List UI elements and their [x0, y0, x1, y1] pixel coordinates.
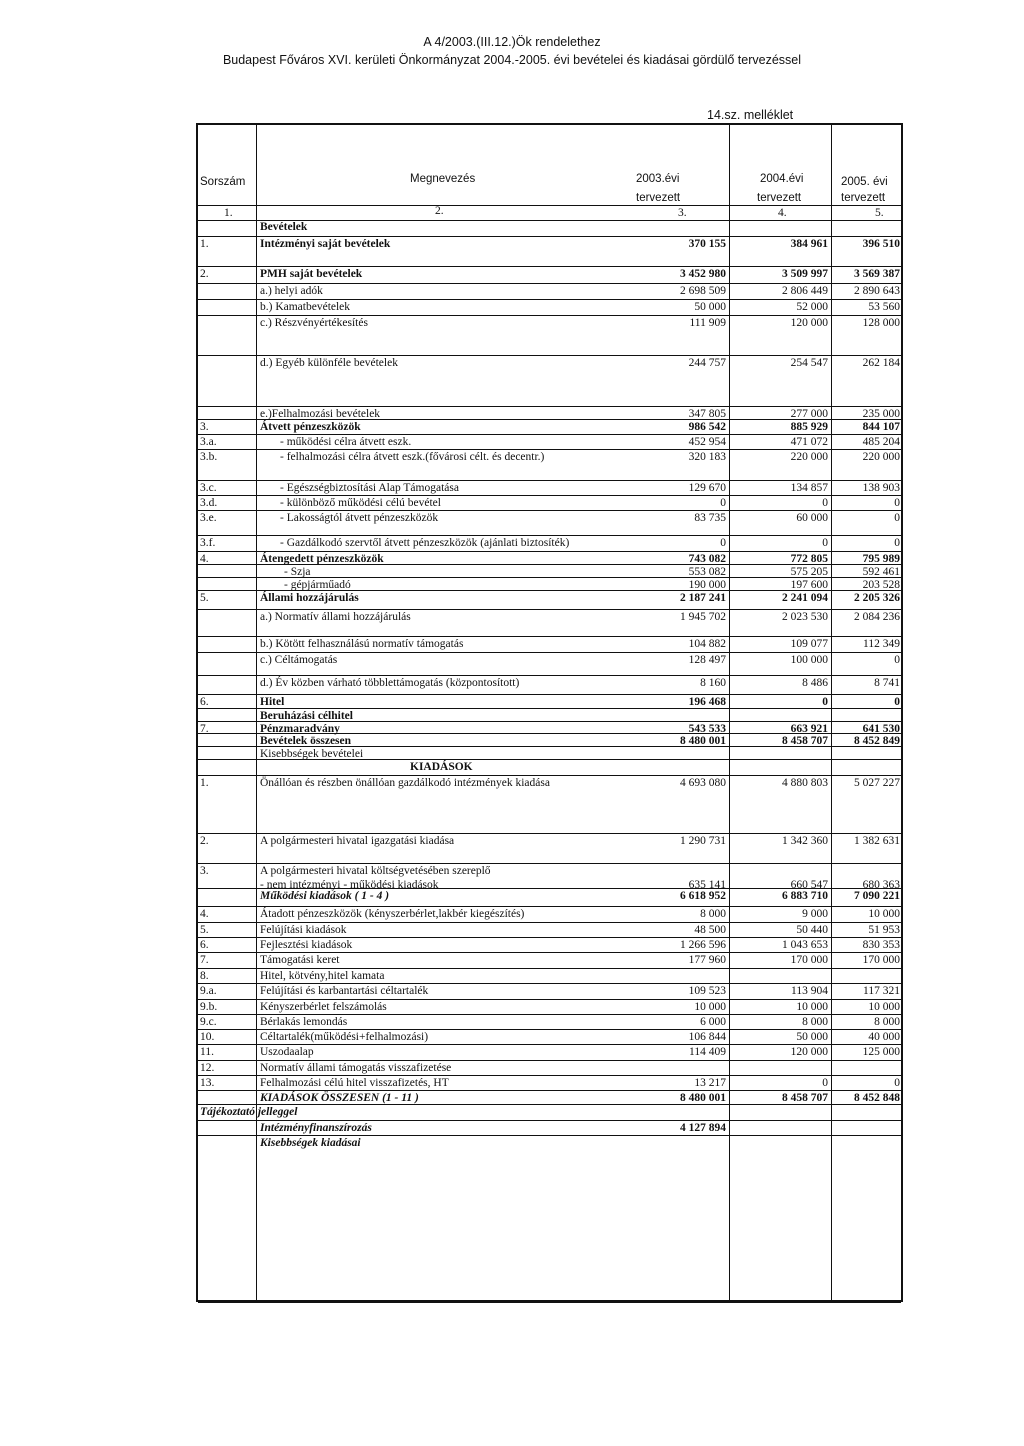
row-divider [198, 1029, 901, 1030]
value-2003: 4 127 894 [680, 1122, 726, 1134]
row-label: Felhalmozási célú hitel visszafizetés, HT [260, 1077, 449, 1089]
row-divider [198, 1014, 901, 1015]
value-2004: 660 547 [790, 879, 828, 891]
value-2005: 592 461 [862, 566, 900, 578]
value-2004: 60 000 [796, 512, 828, 524]
value-2003: 2 698 509 [680, 285, 726, 297]
value-2004: 6 883 710 [782, 890, 828, 902]
value-2004: 120 000 [790, 317, 828, 329]
header-sorszam: Sorszám [200, 176, 246, 188]
annex-label: 14.sz. melléklet [707, 108, 794, 122]
value-2005: 485 204 [862, 436, 900, 448]
value-2004: 254 547 [790, 357, 828, 369]
row-divider [198, 999, 901, 1000]
row-number: 13. [200, 1077, 215, 1089]
row-label: Bevételek összesen [260, 735, 352, 747]
value-2004: 0 [822, 497, 828, 509]
row-label: KIADÁSOK [410, 761, 473, 773]
row-divider [198, 675, 901, 676]
header-2003-tervezett: tervezett [636, 192, 681, 204]
row-label: Felújítási kiadások [260, 924, 347, 936]
row-divider [198, 1135, 901, 1136]
value-2003: 6 000 [700, 1016, 726, 1028]
row-label: b.) Kötött felhasználású normatív támogatás [260, 638, 464, 650]
row-divider [198, 952, 901, 953]
value-2004: 885 929 [790, 421, 828, 433]
row-label: Átvett pénzeszközök [260, 421, 361, 433]
row-divider [198, 1302, 901, 1303]
row-label-continued: - nem intézményi - működési kiadások [260, 879, 439, 891]
value-2004: 2 806 449 [782, 285, 828, 297]
value-2005: 680 363 [862, 879, 900, 891]
column-divider [831, 125, 832, 1300]
value-2003: 8 000 [700, 908, 726, 920]
row-number: 4. [200, 553, 209, 565]
row-divider [198, 495, 901, 496]
value-2003: 190 000 [688, 579, 726, 591]
row-divider [198, 922, 901, 923]
row-label: Intézményi saját bevételek [260, 238, 391, 250]
row-divider [198, 299, 901, 300]
row-label: Állami hozzájárulás [260, 592, 359, 604]
row-divider [198, 1090, 901, 1091]
row-divider [198, 694, 901, 695]
value-2003: 8 480 001 [680, 1092, 726, 1104]
value-2003: 635 141 [688, 879, 726, 891]
value-2004: 9 000 [802, 908, 828, 920]
row-divider [198, 609, 901, 610]
value-2005: 844 107 [862, 421, 900, 433]
row-label: Céltartalék(működési+felhalmozási) [260, 1031, 429, 1043]
row-number: 1. [200, 238, 209, 250]
value-2004: 8 486 [802, 677, 828, 689]
row-divider [198, 283, 901, 284]
value-2003: 13 217 [694, 1077, 726, 1089]
row-label: Kényszerbérlet felszámolás [260, 1001, 387, 1013]
row-divider [198, 590, 901, 591]
row-number: 2. [200, 268, 209, 280]
value-2004: 113 904 [791, 985, 828, 997]
row-divider [198, 1120, 901, 1121]
value-2004: 0 [822, 537, 828, 549]
value-2005: 8 000 [874, 1016, 900, 1028]
value-2004: 170 000 [790, 954, 828, 966]
value-2003: 4 693 080 [680, 777, 726, 789]
row-number: 9.c. [200, 1016, 217, 1028]
row-label: Működési kiadások ( 1 - 4 ) [260, 890, 390, 902]
value-2004: 1 342 360 [782, 835, 828, 847]
row-number: 3.e. [200, 512, 217, 524]
value-2004: 4 880 803 [782, 777, 828, 789]
value-2003: 743 082 [688, 553, 726, 565]
row-number: 8. [200, 970, 209, 982]
value-2003: 986 542 [688, 421, 726, 433]
row-label: - felhalmozási célra átvett eszk.(fővárosi célt. és decentr.) [280, 451, 545, 463]
value-2004: 109 077 [790, 638, 828, 650]
value-2003: 48 500 [694, 924, 726, 936]
row-label: Bérlakás lemondás [260, 1016, 348, 1028]
row-label: - gépjárműadó [284, 579, 351, 591]
value-2004: 50 000 [796, 1031, 828, 1043]
value-2005: 40 000 [868, 1031, 900, 1043]
header-2003: 2003.évi [636, 173, 680, 185]
row-label: - Egészségbiztosítási Alap Támogatása [280, 482, 459, 494]
document-title: A 4/2003.(III.12.)Ök rendelethez [423, 35, 601, 49]
row-divider [198, 636, 901, 637]
value-2004: 663 921 [790, 723, 828, 735]
row-divider [198, 888, 901, 889]
value-2003: 0 [720, 497, 726, 509]
row-divider [198, 937, 901, 938]
budget-table [196, 123, 903, 1302]
row-label: e.)Felhalmozási bevételek [260, 408, 381, 420]
row-label: Hitel [260, 696, 285, 708]
row-divider [198, 721, 901, 722]
row-label: Fejlesztési kiadások [260, 939, 353, 951]
row-divider [198, 535, 901, 536]
row-number: 2. [200, 835, 209, 847]
row-divider [198, 236, 901, 237]
row-divider [198, 266, 901, 267]
value-2004: 2 023 530 [782, 611, 828, 623]
header-megnevezes: Megnevezés [410, 173, 476, 185]
row-divider [198, 733, 901, 734]
row-label: Átengedett pénzeszközök [260, 553, 384, 565]
value-2004: 120 000 [790, 1046, 828, 1058]
row-number: 5. [200, 592, 209, 604]
row-label: Uszodaalap [260, 1046, 314, 1058]
row-divider [198, 1060, 901, 1061]
row-divider [198, 406, 901, 407]
row-divider [198, 906, 901, 907]
header-2004-tervezett: tervezett [757, 192, 802, 204]
row-label: Intézményfinanszírozás [260, 1122, 372, 1134]
row-number: 6. [200, 939, 209, 951]
value-2003: 0 [720, 537, 726, 549]
row-divider [198, 1075, 901, 1076]
row-label: - Szja [284, 566, 311, 578]
side-note: Tájékoztató jelleggel [200, 1106, 298, 1118]
row-number: 9.a. [200, 985, 217, 997]
value-2003: 177 960 [688, 954, 726, 966]
value-2003: 10 000 [694, 1001, 726, 1013]
colnum-5: 5. [875, 207, 884, 219]
row-divider [198, 355, 901, 356]
row-label: Önállóan és részben önállóan gazdálkodó intézmények kiadása [260, 777, 550, 789]
row-number: 7. [200, 954, 209, 966]
value-2003: 2 187 241 [680, 592, 726, 604]
row-number: 3.a. [200, 436, 217, 448]
value-2005: 795 989 [862, 553, 900, 565]
value-2003: 8 160 [700, 677, 726, 689]
value-2005: 220 000 [862, 451, 900, 463]
value-2003: 320 183 [688, 451, 726, 463]
row-divider [198, 480, 901, 481]
value-2004: 8 000 [802, 1016, 828, 1028]
value-2005: 5 027 227 [854, 777, 900, 789]
row-label: d.) Egyéb különféle bevételek [260, 357, 398, 369]
row-number: 5. [200, 924, 209, 936]
value-2003: 106 844 [688, 1031, 726, 1043]
value-2005: 8 741 [874, 677, 900, 689]
colnum-1: 1. [224, 207, 233, 219]
value-2004: 1 043 653 [782, 939, 828, 951]
value-2004: 8 458 707 [782, 1092, 828, 1104]
row-label: Támogatási keret [260, 954, 340, 966]
row-divider [198, 983, 901, 984]
value-2004: 197 600 [790, 579, 828, 591]
colnum-4: 4. [778, 207, 787, 219]
row-label: Felújítási és karbantartási céltartalék [260, 985, 429, 997]
row-label: Kisebbségek bevételei [260, 748, 364, 760]
value-2004: 134 857 [790, 482, 828, 494]
value-2005: 3 569 387 [854, 268, 900, 280]
row-number: 3. [200, 865, 209, 877]
value-2003: 452 954 [688, 436, 726, 448]
document-subtitle: Budapest Főváros XVI. kerületi Önkormányzat 2004.-2005. évi bevételei és kiadásai gördülő tervezéssel [222, 53, 802, 67]
value-2005: 8 452 848 [854, 1092, 900, 1104]
value-2005: 7 090 221 [854, 890, 900, 902]
value-2004: 384 961 [790, 238, 828, 250]
row-divider [198, 968, 901, 969]
value-2005: 203 528 [862, 579, 900, 591]
value-2003: 1 290 731 [680, 835, 726, 847]
row-label: a.) Normatív állami hozzájárulás [260, 611, 411, 623]
column-divider [729, 125, 730, 1300]
value-2004: 772 805 [790, 553, 828, 565]
value-2005: 2 084 236 [854, 611, 900, 623]
row-number: 9.b. [200, 1001, 218, 1013]
value-2005: 0 [894, 497, 900, 509]
value-2004: 100 000 [790, 654, 828, 666]
row-label: Hitel, kötvény,hitel kamata [260, 970, 385, 982]
value-2004: 220 000 [790, 451, 828, 463]
row-number: 4. [200, 908, 209, 920]
colnum-2: 2. [435, 205, 444, 217]
value-2005: 262 184 [862, 357, 900, 369]
value-2003: 196 468 [688, 696, 726, 708]
row-number: 3.f. [200, 537, 216, 549]
row-divider [198, 564, 901, 565]
value-2003: 129 670 [688, 482, 726, 494]
value-2003: 370 155 [688, 238, 726, 250]
row-label: - Lakosságtól átvett pénzeszközök [280, 512, 439, 524]
row-label: Pénzmaradvány [260, 723, 340, 735]
row-divider [198, 449, 901, 450]
value-2003: 50 000 [694, 301, 726, 313]
row-label: Átadott pénzeszközök (kényszerbérlet,lakbér kiegészítés) [260, 908, 525, 920]
row-divider [198, 833, 901, 834]
row-divider [198, 708, 901, 709]
value-2003: 109 523 [688, 985, 726, 997]
value-2005: 0 [894, 512, 900, 524]
value-2005: 0 [894, 1077, 900, 1089]
row-divider [198, 1104, 901, 1105]
row-label: b.) Kamatbevételek [260, 301, 351, 313]
row-label: A polgármesteri hivatal költségvetésében szereplő [260, 865, 491, 877]
value-2005: 396 510 [862, 238, 900, 250]
header-2005: 2005. évi [841, 176, 888, 188]
value-2004: 471 072 [790, 436, 828, 448]
row-divider [198, 205, 901, 206]
value-2003: 543 533 [688, 723, 726, 735]
row-label: - Gazdálkodó szervtől átvett pénzeszközök (ajánlati biztosíték) [280, 537, 570, 549]
header-2004: 2004.évi [760, 173, 804, 185]
value-2003: 104 882 [688, 638, 726, 650]
value-2005: 1 382 631 [854, 835, 900, 847]
value-2003: 6 618 952 [680, 890, 726, 902]
row-label: Kisebbségek kiadásai [260, 1137, 361, 1149]
value-2003: 128 497 [688, 654, 726, 666]
row-divider [198, 775, 901, 776]
value-2005: 8 452 849 [854, 735, 900, 747]
value-2003: 1 266 596 [680, 939, 726, 951]
row-label: Bevételek [260, 221, 308, 233]
value-2003: 1 945 702 [680, 611, 726, 623]
row-divider [198, 863, 901, 864]
value-2004: 0 [822, 696, 828, 708]
row-label: a.) helyi adók [260, 285, 323, 297]
row-label: - működési célra átvett eszk. [280, 436, 412, 448]
value-2003: 3 452 980 [680, 268, 726, 280]
row-number: 12. [200, 1062, 215, 1074]
value-2005: 138 903 [862, 482, 900, 494]
value-2004: 8 458 707 [782, 735, 828, 747]
value-2003: 244 757 [688, 357, 726, 369]
row-label: PMH saját bevételek [260, 268, 363, 280]
value-2005: 128 000 [862, 317, 900, 329]
value-2005: 2 205 326 [854, 592, 900, 604]
value-2005: 170 000 [862, 954, 900, 966]
row-label: d.) Év közben várható többlettámogatás (központosított) [260, 677, 520, 689]
value-2005: 0 [894, 696, 900, 708]
row-number: 3.d. [200, 497, 218, 509]
row-divider [198, 652, 901, 653]
row-divider [198, 434, 901, 435]
value-2005: 830 353 [862, 939, 900, 951]
value-2004: 3 509 997 [782, 268, 828, 280]
value-2003: 114 409 [689, 1046, 726, 1058]
row-label: Beruházási célhitel [260, 710, 353, 722]
header-2005-tervezett: tervezett [841, 192, 886, 204]
row-divider [198, 510, 901, 511]
row-divider [198, 419, 901, 420]
row-number: 3.b. [200, 451, 218, 463]
row-number: 3.c. [200, 482, 217, 494]
row-number: 3. [200, 421, 209, 433]
value-2005: 112 349 [863, 638, 900, 650]
value-2004: 575 205 [790, 566, 828, 578]
value-2005: 125 000 [862, 1046, 900, 1058]
value-2003: 347 805 [688, 408, 726, 420]
row-divider [198, 577, 901, 578]
value-2003: 8 480 001 [680, 735, 726, 747]
column-divider [256, 125, 257, 1300]
value-2004: 277 000 [790, 408, 828, 420]
value-2004: 50 440 [796, 924, 828, 936]
row-label: - különböző működési célú bevétel [280, 497, 441, 509]
row-divider [198, 759, 901, 760]
row-label: Normatív állami támogatás visszafizetése [260, 1062, 452, 1074]
row-label: KIADÁSOK ÖSSZESEN (1 - 11 ) [260, 1092, 419, 1104]
row-number: 6. [200, 696, 209, 708]
row-number: 10. [200, 1031, 215, 1043]
value-2003: 111 909 [689, 317, 726, 329]
row-divider [198, 315, 901, 316]
value-2005: 10 000 [868, 908, 900, 920]
row-divider [198, 1044, 901, 1045]
value-2004: 52 000 [796, 301, 828, 313]
value-2003: 553 082 [688, 566, 726, 578]
value-2005: 51 953 [868, 924, 900, 936]
value-2005: 53 560 [868, 301, 900, 313]
value-2005: 117 321 [863, 985, 900, 997]
value-2004: 2 241 094 [782, 592, 828, 604]
value-2005: 2 890 643 [854, 285, 900, 297]
row-divider [198, 746, 901, 747]
value-2005: 0 [894, 654, 900, 666]
value-2005: 10 000 [868, 1001, 900, 1013]
row-label: A polgármesteri hivatal igazgatási kiadása [260, 835, 455, 847]
value-2005: 641 530 [862, 723, 900, 735]
value-2004: 0 [822, 1077, 828, 1089]
row-number: 1. [200, 777, 209, 789]
value-2004: 10 000 [796, 1001, 828, 1013]
value-2005: 0 [894, 537, 900, 549]
row-number: 7. [200, 723, 209, 735]
value-2005: 235 000 [862, 408, 900, 420]
value-2003: 83 735 [694, 512, 726, 524]
row-number: 11. [200, 1046, 214, 1058]
row-divider [198, 551, 901, 552]
colnum-3: 3. [678, 207, 687, 219]
row-label: c.) Céltámogatás [260, 654, 338, 666]
row-label: c.) Részvényértékesítés [260, 317, 368, 329]
